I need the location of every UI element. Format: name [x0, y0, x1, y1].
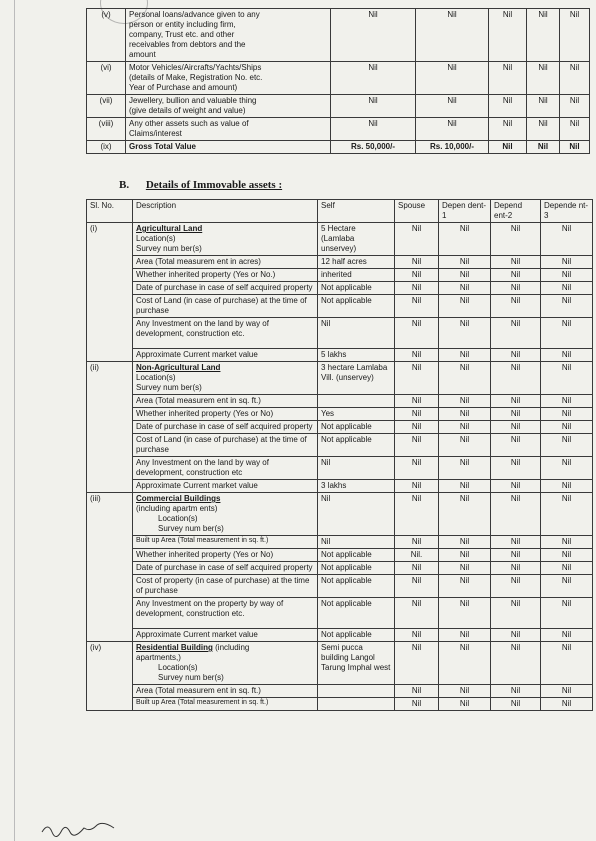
value-cell: Nil [491, 434, 541, 457]
block-number: (i) [87, 223, 133, 362]
section-b-title: Details of Immovable assets : [145, 179, 283, 191]
detail-description: Any Investment on the land by way of development, construction etc. [133, 318, 318, 349]
value-cell: Nil [395, 434, 439, 457]
detail-row [87, 269, 593, 282]
row-number: (ix) [87, 141, 126, 154]
value-cell: Nil [491, 698, 541, 711]
value-cell: Nil [541, 223, 593, 256]
value-cell: Nil [541, 362, 593, 395]
asset-row [87, 62, 590, 95]
value-cell: Nil [541, 629, 593, 642]
block-description [133, 493, 318, 536]
block-subline: Location(s) [158, 514, 198, 523]
value-cell: Nil [395, 408, 439, 421]
value-cell: Nil [439, 536, 491, 549]
value-cell: Nil [491, 318, 541, 349]
value-cell: Nil [560, 141, 590, 154]
value-cell: Nil [318, 457, 395, 480]
block-subline: Survey num ber(s) [136, 383, 202, 392]
immovable-assets-table [86, 199, 593, 711]
row-description [126, 9, 331, 62]
value-cell: Nil [416, 9, 489, 62]
description-line: Personal loans/advance given to any [129, 10, 260, 19]
value-cell: Not applicable [318, 295, 395, 318]
value-cell: Nil [395, 457, 439, 480]
value-cell: Nil [491, 362, 541, 395]
value-cell: Nil [541, 349, 593, 362]
asset-row [87, 141, 590, 154]
value-cell: Nil [439, 282, 491, 295]
value-cell: Nil. [395, 549, 439, 562]
value-cell: Nil [439, 223, 491, 256]
value-cell: Nil [439, 629, 491, 642]
value-cell: 3 hectare Lamlaba Vill. (unservey) [318, 362, 395, 395]
value-cell: Nil [395, 698, 439, 711]
detail-row [87, 421, 593, 434]
value-cell: Nil [560, 9, 590, 62]
value-cell: Nil [491, 536, 541, 549]
header-self: Self [318, 200, 395, 223]
value-cell: Nil [439, 434, 491, 457]
value-cell: Nil [318, 318, 395, 349]
value-cell: Nil [491, 223, 541, 256]
value-cell: Nil [331, 62, 416, 95]
value-cell: Nil [395, 480, 439, 493]
value-cell: Nil [491, 629, 541, 642]
description-line: receivables from debtors and the [129, 40, 246, 49]
value-cell: Nil [489, 9, 527, 62]
value-cell: Nil [491, 269, 541, 282]
detail-row [87, 598, 593, 629]
value-cell: Nil [439, 598, 491, 629]
value-cell: Nil [439, 480, 491, 493]
value-cell: Nil [331, 9, 416, 62]
value-cell: Nil [439, 457, 491, 480]
value-cell: Nil [541, 421, 593, 434]
asset-row [87, 9, 590, 62]
value-cell [318, 685, 395, 698]
detail-description: Approximate Current market value [133, 349, 318, 362]
value-cell: Rs. 10,000/- [416, 141, 489, 154]
value-cell: Nil [439, 642, 491, 685]
detail-row [87, 457, 593, 480]
block-subline: Survey num ber(s) [158, 673, 224, 682]
value-cell: inherited [318, 269, 395, 282]
header-dependent-2: Depend ent-2 [491, 200, 541, 223]
detail-row [87, 575, 593, 598]
value-cell: Nil [541, 434, 593, 457]
value-cell: Nil [395, 318, 439, 349]
value-cell: Nil [439, 685, 491, 698]
value-cell: 3 lakhs [318, 480, 395, 493]
row-description [126, 95, 331, 118]
block-subline: Survey num ber(s) [158, 524, 224, 533]
asset-row [87, 95, 590, 118]
value-cell: Nil [416, 95, 489, 118]
description-line: Gross Total Value [129, 142, 196, 151]
value-cell: Nil [395, 349, 439, 362]
value-cell: Semi pucca building Langol Tarung Imphal west [318, 642, 395, 685]
value-cell: Nil [439, 421, 491, 434]
row-number: (vii) [87, 95, 126, 118]
value-cell: Nil [527, 141, 560, 154]
value-cell: Nil [560, 62, 590, 95]
block-subline: Location(s) [158, 663, 198, 672]
value-cell: Nil [541, 256, 593, 269]
value-cell: Nil [491, 256, 541, 269]
value-cell: Nil [439, 295, 491, 318]
detail-row [87, 562, 593, 575]
row-description [126, 118, 331, 141]
value-cell: Nil [395, 223, 439, 256]
row-number: (vi) [87, 62, 126, 95]
value-cell: Nil [491, 575, 541, 598]
description-line: person or entity including firm, [129, 20, 236, 29]
value-cell: Nil [491, 395, 541, 408]
block-description [133, 362, 318, 395]
detail-description: Built up Area (Total measurement in sq. ft.) [133, 698, 318, 711]
detail-description: Date of purchase in case of self acquired property [133, 562, 318, 575]
detail-description: Date of purchase in case of self acquired property [133, 282, 318, 295]
block-subline: apartments,) [136, 653, 181, 662]
value-cell: Nil [491, 349, 541, 362]
block-title: Commercial Buildings [136, 494, 221, 503]
row-number: (viii) [87, 118, 126, 141]
value-cell: Nil [527, 95, 560, 118]
detail-row [87, 295, 593, 318]
block-title-row [87, 362, 593, 395]
value-cell: Nil [491, 408, 541, 421]
asset-row [87, 118, 590, 141]
description-line: (details of Make, Registration No. etc. [129, 73, 263, 82]
value-cell: 12 half acres [318, 256, 395, 269]
value-cell: Nil [541, 493, 593, 536]
value-cell: Nil [395, 642, 439, 685]
value-cell: Nil [439, 575, 491, 598]
value-cell: Nil [395, 395, 439, 408]
value-cell: Not applicable [318, 562, 395, 575]
value-cell: Nil [489, 118, 527, 141]
row-number: (v) [87, 9, 126, 62]
description-line: amount [129, 50, 156, 59]
value-cell: Nil [541, 575, 593, 598]
value-cell [318, 395, 395, 408]
value-cell: Nil [416, 62, 489, 95]
detail-row [87, 256, 593, 269]
block-subline: (including apartm ents) [136, 504, 218, 513]
value-cell: 5 Hectare (Lamlaba unservey) [318, 223, 395, 256]
block-title: Non-Agricultural Land [136, 363, 221, 372]
value-cell: Nil [541, 395, 593, 408]
description-line: company, Trust etc. and other [129, 30, 235, 39]
detail-row [87, 318, 593, 349]
section-b-heading [119, 179, 282, 191]
value-cell: Nil [395, 562, 439, 575]
value-cell: Not applicable [318, 421, 395, 434]
value-cell: Nil [491, 421, 541, 434]
value-cell: Nil [489, 95, 527, 118]
margin-line [14, 0, 15, 841]
detail-description: Area (Total measurem ent in sq. ft.) [133, 685, 318, 698]
value-cell: Nil [541, 685, 593, 698]
value-cell: Nil [395, 295, 439, 318]
detail-row [87, 408, 593, 421]
value-cell: Nil [489, 62, 527, 95]
value-cell: Nil [491, 493, 541, 536]
value-cell: Nil [541, 642, 593, 685]
header-spouse: Spouse [395, 200, 439, 223]
detail-row [87, 282, 593, 295]
value-cell: Nil [395, 629, 439, 642]
value-cell [318, 698, 395, 711]
description-line: Claims/interest [129, 129, 182, 138]
block-title-suffix: (including [212, 643, 250, 652]
block-description [133, 223, 318, 256]
value-cell: Not applicable [318, 282, 395, 295]
value-cell: Nil [541, 295, 593, 318]
detail-row [87, 349, 593, 362]
block-title-row [87, 642, 593, 685]
value-cell: Nil [541, 562, 593, 575]
value-cell: Nil [395, 256, 439, 269]
detail-description: Whether inherited property (Yes or No.) [133, 269, 318, 282]
block-number: (iv) [87, 642, 133, 711]
value-cell: Not applicable [318, 549, 395, 562]
value-cell: Nil [541, 457, 593, 480]
value-cell: Nil [491, 549, 541, 562]
value-cell: Rs. 50,000/- [331, 141, 416, 154]
value-cell: Nil [439, 408, 491, 421]
value-cell: Nil [439, 362, 491, 395]
section-b-label: B. [119, 179, 130, 191]
block-number: (ii) [87, 362, 133, 493]
detail-description: Cost of property (in case of purchase) at the time of purchase [133, 575, 318, 598]
value-cell: Nil [491, 598, 541, 629]
value-cell: Nil [527, 9, 560, 62]
detail-description: Approximate Current market value [133, 629, 318, 642]
value-cell: Nil [395, 685, 439, 698]
handwritten-signature [38, 818, 118, 840]
value-cell: Nil [491, 282, 541, 295]
detail-description: Date of purchase in case of self acquired property [133, 421, 318, 434]
value-cell: Nil [439, 395, 491, 408]
block-title-row [87, 223, 593, 256]
detail-description: Area (Total measurem ent in acres) [133, 256, 318, 269]
row-description [126, 141, 331, 154]
block-title: Residential Building [136, 643, 213, 652]
value-cell: Nil [541, 269, 593, 282]
value-cell: Nil [541, 549, 593, 562]
value-cell: Nil [395, 362, 439, 395]
row-description [126, 62, 331, 95]
value-cell: Nil [395, 269, 439, 282]
block-title: Agricultural Land [136, 224, 203, 233]
value-cell: Nil [541, 318, 593, 349]
movable-assets-table [86, 8, 590, 154]
value-cell: Nil [527, 62, 560, 95]
detail-description: Any Investment on the property by way of development, construction etc. [133, 598, 318, 629]
block-subline: Location(s) [136, 234, 176, 243]
value-cell: Nil [541, 282, 593, 295]
detail-row [87, 629, 593, 642]
detail-description: Built up Area (Total measurement in sq. ft.) [133, 536, 318, 549]
value-cell: Nil [491, 457, 541, 480]
detail-row [87, 698, 593, 711]
description-line: Any other assets such as value of [129, 119, 249, 128]
description-line: Jewellery, bullion and valuable thing [129, 96, 257, 105]
value-cell: Not applicable [318, 434, 395, 457]
value-cell: Nil [439, 562, 491, 575]
value-cell: Yes [318, 408, 395, 421]
value-cell: Nil [395, 598, 439, 629]
value-cell: Nil [439, 256, 491, 269]
value-cell: Nil [541, 480, 593, 493]
value-cell: Not applicable [318, 575, 395, 598]
value-cell: Nil [439, 318, 491, 349]
value-cell: Nil [439, 493, 491, 536]
value-cell: Nil [416, 118, 489, 141]
value-cell: Nil [560, 95, 590, 118]
detail-description: Whether inherited property (Yes or No) [133, 408, 318, 421]
value-cell: Nil [318, 536, 395, 549]
value-cell: Nil [541, 598, 593, 629]
value-cell: Nil [395, 575, 439, 598]
detail-description: Cost of Land (in case of purchase) at the time of purchase [133, 434, 318, 457]
value-cell: Nil [439, 549, 491, 562]
block-number: (iii) [87, 493, 133, 642]
header-row [87, 200, 593, 223]
value-cell: Nil [439, 269, 491, 282]
detail-description: Approximate Current market value [133, 480, 318, 493]
value-cell: Nil [331, 95, 416, 118]
header-dependent-3: Depende nt-3 [541, 200, 593, 223]
value-cell: Nil [541, 536, 593, 549]
value-cell: Nil [527, 118, 560, 141]
value-cell: Nil [491, 685, 541, 698]
value-cell: Nil [491, 562, 541, 575]
description-line: Year of Purchase and amount) [129, 83, 238, 92]
detail-row [87, 536, 593, 549]
description-line: (give details of weight and value) [129, 106, 246, 115]
detail-row [87, 685, 593, 698]
value-cell: Nil [395, 536, 439, 549]
value-cell: Nil [331, 118, 416, 141]
block-subline: Location(s) [136, 373, 176, 382]
block-description [133, 642, 318, 685]
block-subline: Survey num ber(s) [136, 244, 202, 253]
value-cell: Not applicable [318, 629, 395, 642]
value-cell: Nil [491, 642, 541, 685]
detail-row [87, 549, 593, 562]
value-cell: Nil [439, 698, 491, 711]
header-sl: Sl. No. [87, 200, 133, 223]
header-dependent-1: Depen dent- 1 [439, 200, 491, 223]
value-cell: Nil [491, 295, 541, 318]
value-cell: Nil [395, 282, 439, 295]
value-cell: 5 lakhs [318, 349, 395, 362]
value-cell: Nil [541, 698, 593, 711]
detail-description: Area (Total measurem ent in sq. ft.) [133, 395, 318, 408]
description-line: Motor Vehicles/Aircrafts/Yachts/Ships [129, 63, 262, 72]
value-cell: Nil [489, 141, 527, 154]
value-cell: Not applicable [318, 598, 395, 629]
value-cell: Nil [395, 421, 439, 434]
value-cell: Nil [541, 408, 593, 421]
value-cell: Nil [491, 480, 541, 493]
detail-description: Any Investment on the land by way of development, construction etc [133, 457, 318, 480]
value-cell: Nil [318, 493, 395, 536]
value-cell: Nil [560, 118, 590, 141]
detail-description: Cost of Land (in case of purchase) at the time of purchase [133, 295, 318, 318]
detail-row [87, 395, 593, 408]
header-description: Description [133, 200, 318, 223]
detail-description: Whether inherited property (Yes or No) [133, 549, 318, 562]
detail-row [87, 434, 593, 457]
block-title-row [87, 493, 593, 536]
value-cell: Nil [439, 349, 491, 362]
value-cell: Nil [395, 493, 439, 536]
detail-row [87, 480, 593, 493]
